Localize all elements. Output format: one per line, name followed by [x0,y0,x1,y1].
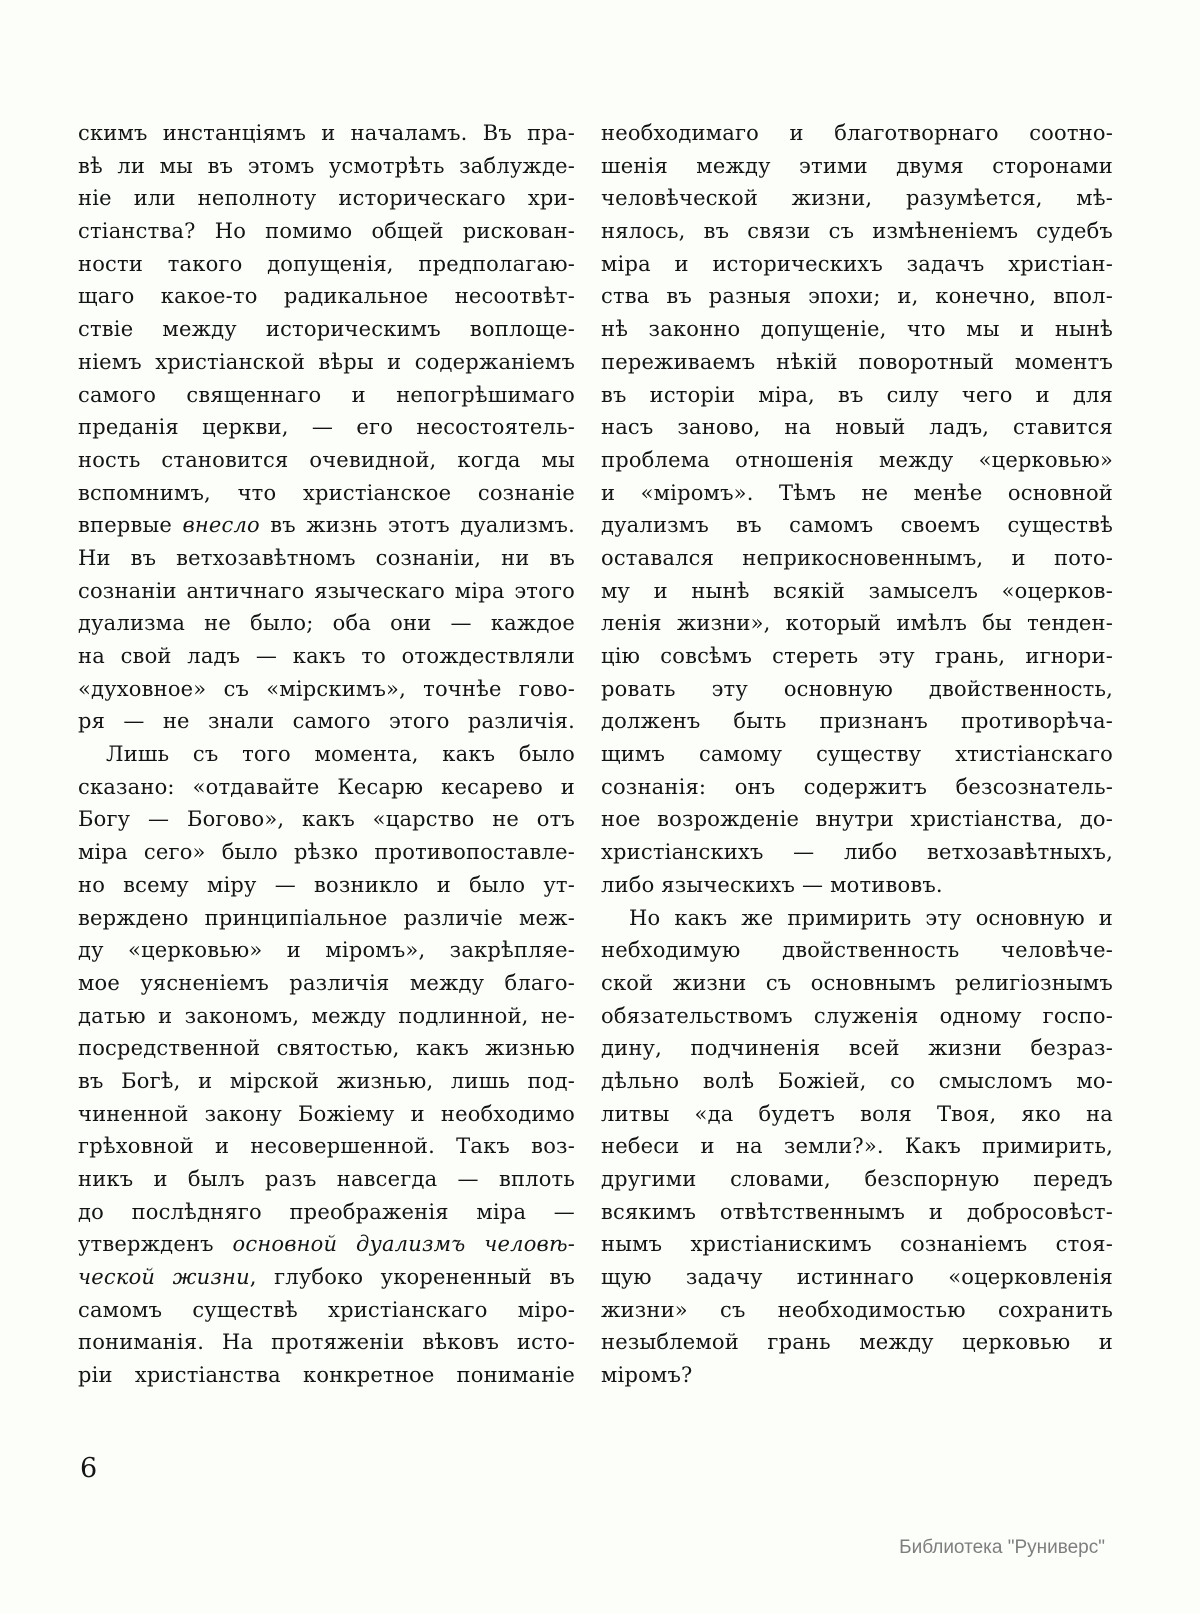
text-line: либо языческихъ — мотивовъ. [601,872,943,897]
text-line: ства въ разныя эпохи; и, конечно, впол- [601,284,1113,309]
text-line: ніемъ христіанской вѣры и содержаніемъ [78,349,575,374]
text-line: ровать эту основную двойственность, [601,676,1113,701]
text-line: всякимъ отвѣтственнымъ и добросовѣст- [601,1199,1113,1224]
text-line: чиненной закону Божіему и необходимо [78,1101,575,1126]
text-line: утвержденъ основной дуализмъ человѣ- [78,1232,575,1257]
text-line: ря — не знали самого этого различія. [78,709,575,734]
text-line: ческой жизни, глубоко укорененный въ [78,1265,575,1290]
text-line: ніе или неполноту историческаго хри- [78,186,575,211]
text-line: самомъ существѣ христіанскаго міро- [78,1297,575,1322]
text-line: обязательствомъ служенія одному госпо- [601,1003,1113,1028]
text-line: вѣ ли мы въ этомъ усмотрѣть заблужде- [78,153,575,178]
text-line: сознаніи античнаго языческаго міра этого [78,578,575,603]
text-line: сознанія: онъ содержитъ безсознатель- [601,774,1113,799]
text-line: шенія между этими двумя сторонами [601,153,1113,178]
text-line: въ исторіи міра, въ силу чего и для [601,382,1113,407]
text-column-right [601,117,1113,1392]
text-line: грѣховной и несовершенной. Такъ воз- [78,1134,575,1159]
text-line: Но какъ же примирить эту основную и [629,905,1113,930]
text-line: стіанства? Но помимо общей рискован- [78,219,575,244]
text-line: ріи христіанства конкретное пониманіе [78,1363,575,1388]
text-line: въ Богѣ, и мірской жизнью, лишь под- [78,1068,575,1093]
text-line: проблема отношенія между «церковью» [601,447,1113,472]
text-line: щую задачу истиннаго «оцерковленія [601,1265,1113,1290]
text-line: переживаемъ нѣкій поворотный моментъ [601,349,1113,374]
page-number: 6 [80,1453,98,1484]
text-line: оставался неприкосновеннымъ, и пото- [601,545,1113,570]
text-line: цію совсѣмъ стереть эту грань, игнори- [601,644,1113,668]
text-line: до послѣдняго преображенія міра — [78,1199,575,1224]
text-line: щимъ самому существу хтистіанскаго [601,742,1113,767]
text-line: щаго какое-то радикальное несоотвѣт- [78,284,575,309]
text-line: ду «церковью» и міромъ», закрѣпляе- [78,938,575,963]
text-line: человѣческой жизни, разумѣется, мѣ- [601,186,1113,211]
text-line: но всему міру — возникло и было ут- [78,872,575,897]
text-line: нѣ законно допущеніе, что мы и нынѣ [601,317,1113,342]
text-line: міра сего» было рѣзко противопоставле- [78,840,575,865]
text-line: дуализма не было; оба они — каждое [78,611,575,636]
text-line: датью и закономъ, между подлинной, не- [78,1003,575,1028]
text-line: посредственной святостью, какъ жизнью [78,1036,575,1061]
text-line: ленія жизни», который имѣлъ бы тенден- [601,611,1113,636]
text-line: незыблемой грань между церковью и [601,1330,1113,1355]
text-line: небходимую двойственность человѣче- [601,938,1113,963]
text-line: Ни въ ветхозавѣтномъ сознаніи, ни въ [78,545,575,570]
text-line: впервые внесло въ жизнь этотъ дуализмъ. [78,513,575,538]
text-line: ской жизни съ основнымъ религіознымъ [601,970,1113,995]
text-line: міромъ? [601,1363,693,1388]
text-line: насъ заново, на новый ладъ, ставится [601,415,1113,440]
text-line: дуализмъ въ самомъ своемъ существѣ [601,513,1113,538]
text-line: скимъ инстанціямъ и началамъ. Въ пра- [78,121,575,145]
text-line: ность становится очевидной, когда мы [78,447,575,472]
text-line: необходимаго и благотворнаго соотно- [601,121,1113,145]
text-line: «духовное» съ «мірскимъ», точнѣе гово- [78,676,575,701]
text-line: на свой ладъ — какъ то отождествляли [78,644,575,668]
text-column-left [78,117,575,1392]
text-line: ное возрожденіе внутри христіанства, до- [601,807,1113,832]
text-line: литвы «да будетъ воля Твоя, яко на [601,1101,1113,1126]
text-line: самого священнаго и непогрѣшимаго [78,382,575,407]
text-line: сказано: «отдавайте Кесарю кесарево и [78,774,575,799]
text-line: міра и историческихъ задачъ христіан- [601,251,1113,276]
text-line: пониманія. На протяженіи вѣковъ исто- [78,1330,575,1355]
text-line: дѣльно волѣ Божіей, со смысломъ мо- [601,1068,1113,1093]
text-line: жизни» съ необходимостью сохранить [601,1297,1113,1322]
text-line: Богу — Богово», какъ «царство не отъ [78,807,575,832]
text-line: нымъ христіанискимъ сознаніемъ стоя- [601,1232,1113,1257]
text-line: нялось, въ связи съ измѣненіемъ судебъ [601,219,1113,244]
text-line: преданія церкви, — его несостоятель- [78,415,575,440]
text-line: ствіе между историческимъ воплоще- [78,317,575,342]
text-line: христіанскихъ — либо ветхозавѣтныхъ, [601,840,1113,865]
text-line: вспомнимъ, что христіанское сознаніе [78,480,575,505]
text-line: верждено принципіальное различіе меж- [78,905,575,930]
text-line: и «міромъ». Тѣмъ не менѣе основной [601,480,1113,505]
text-line: мое уясненіемъ различія между благо- [78,970,575,995]
text-line: Лишь съ того момента, какъ было [106,742,575,767]
text-line: небеси и на земли?». Какъ примирить, [601,1134,1113,1159]
text-line: долженъ быть признанъ противорѣча- [601,709,1113,734]
text-line: другими словами, безспорную передъ [601,1167,1113,1191]
library-watermark: Библиотека "Руниверс" [899,1537,1105,1558]
text-line: дину, подчиненія всей жизни безраз- [601,1036,1113,1061]
text-line: ности такого допущенія, предполагаю- [78,251,575,276]
text-line: му и нынѣ всякій замыселъ «оцерков- [601,578,1113,603]
text-line: никъ и былъ разъ навсегда — вплоть [78,1167,575,1191]
